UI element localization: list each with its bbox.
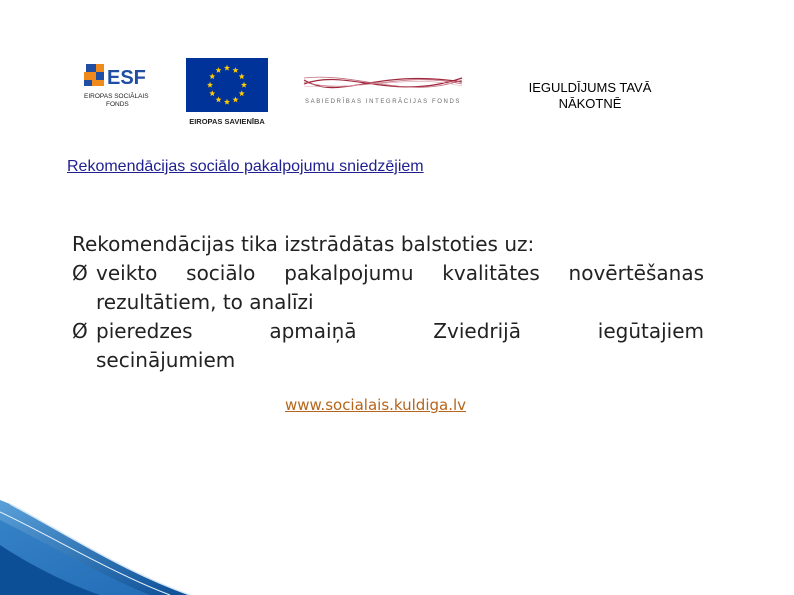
website-link[interactable]: www.socialais.kuldiga.lv [285, 396, 467, 414]
tagline-line1: IEGULDĪJUMS TAVĀ [528, 80, 652, 95]
main-content [72, 230, 704, 375]
eu-flag-logo [186, 58, 268, 128]
esf-caption-line2: FONDS [106, 101, 129, 108]
esf-logo-text: ESF [107, 67, 146, 89]
bullet-item [72, 259, 704, 317]
sif-caption: SABIEDRĪBAS INTEGRĀCIJAS FONDS [304, 99, 462, 105]
esf-logo [80, 58, 154, 124]
bullet-1-line2: rezultātiem, to analīzi [96, 290, 314, 314]
bullet-arrow-icon: Ø [72, 319, 88, 343]
tagline [512, 80, 668, 112]
bullet-2-line1: pieredzes apmaiņā Zviedrijā iegūtajiem [96, 319, 704, 343]
bullet-item [72, 317, 704, 375]
bullet-1-line1: veikto sociālo pakalpojumu kvalitātes novērtēšanas [96, 261, 704, 285]
bullet-arrow-icon: Ø [72, 261, 88, 285]
intro-text: Rekomendācijas tika izstrādātas balstoties uz: [72, 232, 535, 256]
sif-logo [302, 72, 464, 108]
esf-caption-line1: EIROPAS SOCIĀLAIS [84, 93, 149, 100]
page-subtitle: Rekomendācijas sociālo pakalpojumu sniedzējiem [67, 158, 424, 175]
tagline-line2: NĀKOTNĒ [558, 96, 622, 111]
bullet-2-line2: secinājumiem [96, 348, 236, 372]
corner-swoosh-decoration [0, 490, 794, 595]
eu-caption: EIROPAS SAVIENĪBA [189, 117, 265, 126]
